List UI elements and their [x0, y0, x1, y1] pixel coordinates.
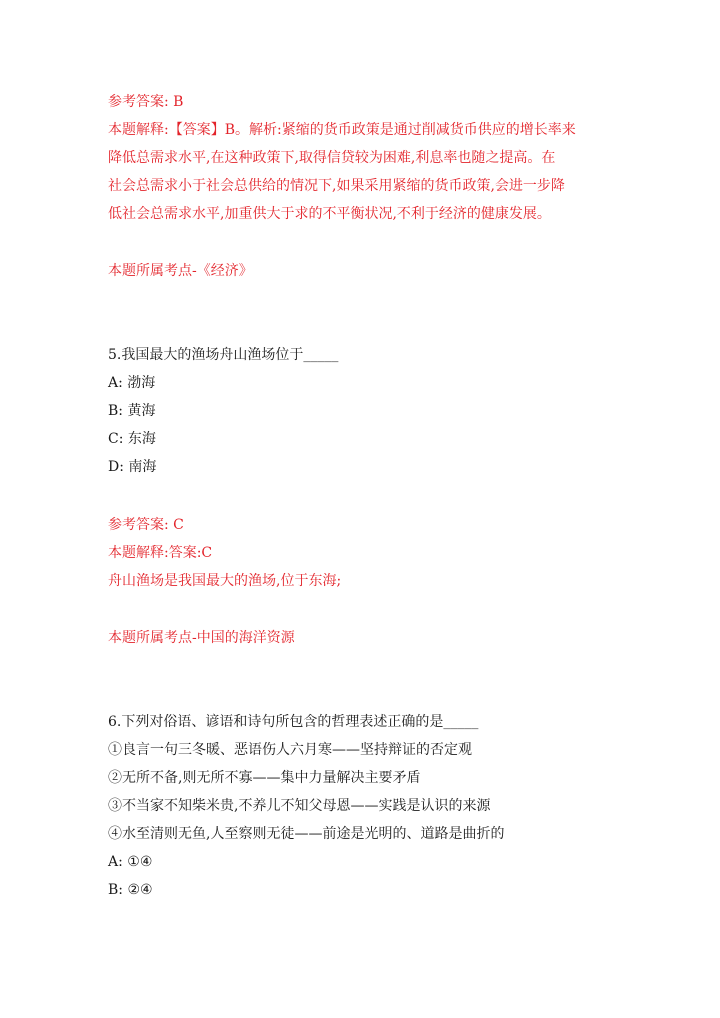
q6-option-a: A: ①④ [108, 854, 153, 870]
q6-statement-3: ③不当家不知柴米贵,不养儿不知父母恩——实践是认识的来源 [108, 798, 491, 814]
q5-reference-answer: 参考答案: C [108, 517, 184, 533]
q4-explanation-line-2: 降低总需求水平,在这种政策下,取得信贷较为困难,利息率也随之提高。在 [108, 150, 556, 166]
q5-question: 5.我国最大的渔场舟山渔场位于_____ [108, 347, 339, 363]
q4-topic: 本题所属考点-《经济》 [108, 263, 253, 279]
q6-statement-4: ④水至清则无鱼,人至察则无徒——前途是光明的、道路是曲折的 [108, 826, 505, 842]
q6-statement-2: ②无所不备,则无所不寡——集中力量解决主要矛盾 [108, 770, 421, 786]
q5-detail: 舟山渔场是我国最大的渔场,位于东海; [108, 573, 342, 589]
q5-option-d: D: 南海 [108, 459, 157, 475]
q4-reference-answer: 参考答案: B [108, 94, 184, 110]
q6-question: 6.下列对俗语、谚语和诗句所包含的哲理表述正确的是_____ [108, 714, 479, 730]
q5-option-c: C: 东海 [108, 431, 156, 447]
q4-explanation-line-4: 低社会总需求水平,加重供大于求的不平衡状况,不利于经济的健康发展。 [108, 206, 551, 222]
q5-option-b: B: 黄海 [108, 403, 156, 419]
q6-statement-1: ①良言一句三冬暖、恶语伤人六月寒——坚持辩证的否定观 [108, 742, 472, 758]
q6-option-b: B: ②④ [108, 882, 153, 898]
q4-explanation-line-1: 本题解释:【答案】B。解析:紧缩的货币政策是通过削减货币供应的增长率来 [108, 122, 576, 138]
q5-option-a: A: 渤海 [108, 375, 156, 391]
q5-explanation: 本题解释:答案:C [108, 545, 213, 561]
q4-explanation-line-3: 社会总需求小于社会总供给的情况下,如果采用紧缩的货币政策,会进一步降 [108, 178, 565, 194]
q5-topic: 本题所属考点-中国的海洋资源 [108, 630, 295, 646]
